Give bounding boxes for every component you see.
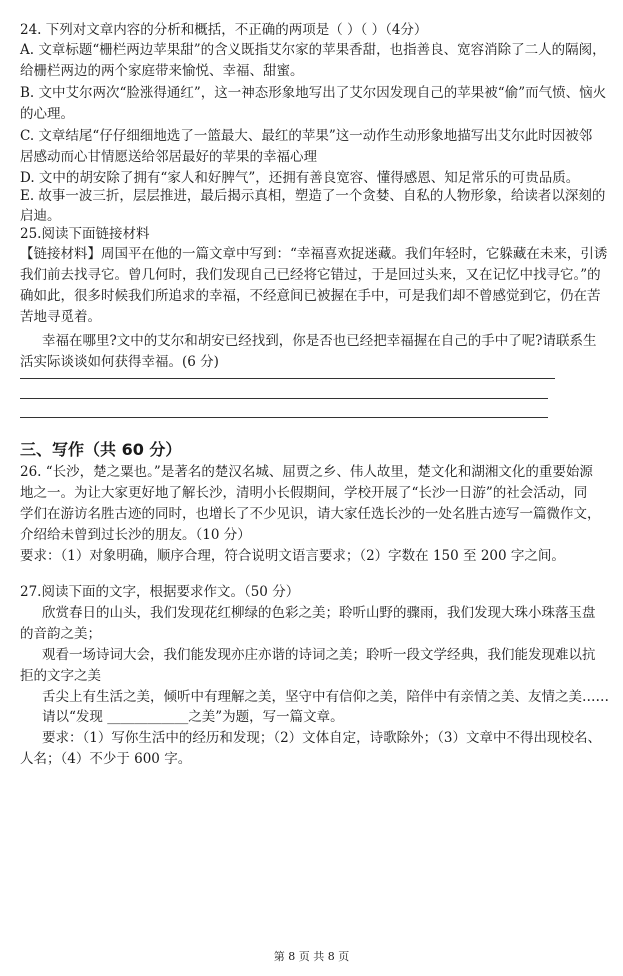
q25-material: 确如此，很多时候我们所追求的幸福，不经意间已被握在手中，可是我们却不曾感觉到它，仍在苦 [20,288,601,304]
answer-line [20,417,548,418]
q27-text: 的音韵之美； [20,626,101,642]
q27-title: 27.阅读下面的文字，根据要求作文。（50 分） [20,584,300,600]
q24-option-e: E. 故事一波三折，层层推进，最后揭示真相，塑造了一个贪婪、自私的人物形象，给读者以深刻的 [20,188,606,204]
q24-option-c: 居感动而心甘情愿送给邻居最好的苹果的幸福心理 [20,149,317,165]
q26-text: 介绍给未曾到过长沙的朋友。（10 分） [20,527,251,543]
q24-option-d: D. 文中的胡安除了拥有“家人和好脾气”，还拥有善良宽容、懂得感恩、知足常乐的可贵品质。 [20,170,580,186]
q27-text: 拒的文字之美 [20,668,101,684]
q27-text: 欣赏春日的山头，我们发现花红柳绿的色彩之美；聆听山野的骤雨，我们发现大珠小珠落玉盘 [42,605,596,621]
q25-material: 【链接材料】周国平在他的一篇文章中写到：“幸福喜欢捉迷藏。我们年轻时，它躲藏在未来，引诱 [20,246,608,262]
q25-question: 活实际谈谈如何获得幸福。(6 分) [20,354,219,370]
q27-requirements: 要求：（1）写你生活中的经历和发现；（2）文体自定，诗歌除外；（3）文章中不得出现校名、 [42,730,602,746]
q24-option-a: A. 文章标题“栅栏两边苹果甜”的含义既指艾尔家的苹果香甜，也指善良、宽容消除了二人的隔阂， [20,42,606,58]
q27-prompt: 请以“发现 ____________之美”为题，写一篇文章。 [42,709,344,725]
answer-line [20,398,548,399]
page-number: 第 8 页 共 8 页 [273,950,350,963]
q25-question: 幸福在哪里?文中的艾尔和胡安已经找到，你是否也已经把幸福握在自己的手中了呢?请联系生 [42,333,597,349]
q26-requirements: 要求：（1）对象明确，顺序合理，符合说明文语言要求；（2）字数在 150 至 200 字之间。 [20,548,565,564]
q24-option-b: B. 文中艾尔两次“脸涨得通红”，这一神态形象地写出了艾尔因发现自己的苹果被“偷”而气愤、恼火 [20,85,607,101]
q26-text: 地之一。为让大家更好地了解长沙，清明小长假期间，学校开展了“长沙一日游”的社会活动，同 [20,485,588,501]
q26-text: 26. “长沙，楚之粟也。”是著名的楚汉名城、屈贾之乡、伟人故里，楚文化和湖湘文化的重要始源 [20,464,593,480]
q25-material: 我们前去找寻它。曾几何时，我们发现自己已经将它错过，于是回过头来，又在记忆中找寻它。”的 [20,267,601,283]
q24-option-e: 启迪。 [20,208,61,224]
q24-option-b: 的心理。 [20,106,74,122]
q24-option-a: 给栅栏两边的两个家庭带来愉悦、幸福、甜蜜。 [20,63,304,79]
q25-title: 25.阅读下面链接材料 [20,226,150,242]
section-heading: 三、写作（共 60 分） [20,440,182,459]
q25-material: 苦地寻觅着。 [20,309,101,325]
q26-text: 学们在游访名胜古迹的同时，也增长了不少见识，请大家任选长沙的一处名胜古迹写一篇微作文， [20,506,601,522]
q27-text: 观看一场诗词大会，我们能发现亦庄亦谐的诗词之美；聆听一段文学经典，我们能发现难以抗 [42,647,596,663]
q24-title: 24. 下列对文章内容的分析和概括，不正确的两项是（ ）（ ）（4分） [20,22,428,38]
q27-requirements: 人名；（4）不少于 600 字。 [20,751,192,767]
answer-line [20,378,555,379]
q27-text: 舌尖上有生活之美，倾听中有理解之美，坚守中有信仰之美，陪伴中有亲情之美、友情之美…… [42,689,609,705]
q24-option-c: C. 文章结尾“仔仔细细地选了一篮最大、最红的苹果”这一动作生动形象地描写出艾尔此时因被邻 [20,128,593,144]
